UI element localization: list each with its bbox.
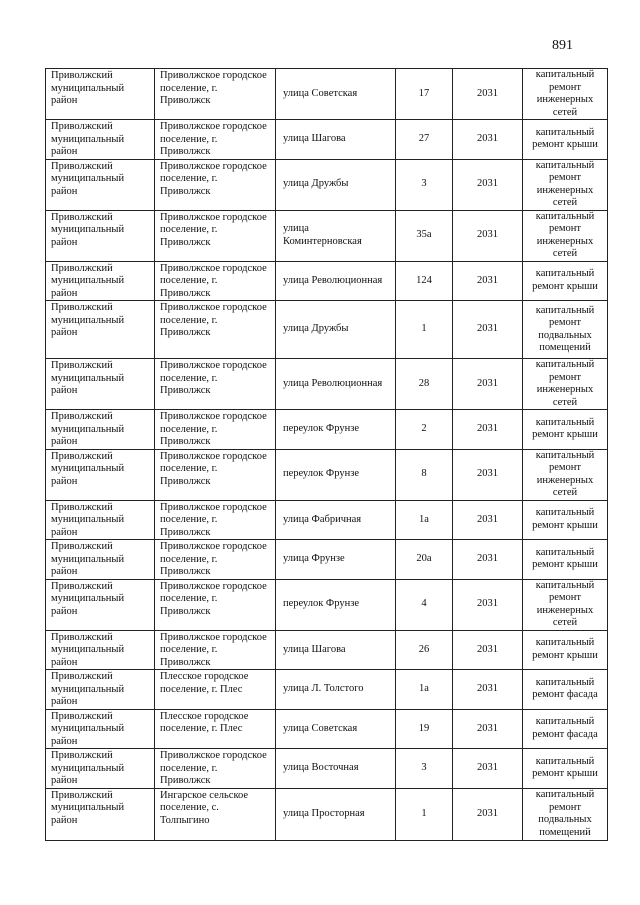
table-row [46,788,608,840]
settlement-cell: Приволжское городское поселение, г. Приволжск [155,301,276,359]
district-cell: Приволжский муниципальный район [46,69,155,120]
street-cell: переулок Фрунзе [276,449,396,500]
house-number-cell: 3 [396,749,453,789]
settlement-cell: Плесское городское поселение, г. Плес [155,670,276,710]
district-cell: Приволжский муниципальный район [46,579,155,630]
house-number-cell: 124 [396,261,453,301]
table-row [46,630,608,670]
district-cell: Приволжский муниципальный район [46,210,155,261]
table-row [46,579,608,630]
work-type-cell: капитальный ремонт крыши [523,500,608,540]
table-row [46,159,608,210]
work-type-cell: капитальный ремонт крыши [523,630,608,670]
street-cell: улица Просторная [276,788,396,840]
work-type-cell: капитальный ремонт инженерных сетей [523,359,608,410]
year-cell: 2031 [453,749,523,789]
house-number-cell: 2 [396,410,453,450]
year-cell: 2031 [453,410,523,450]
table-row [46,449,608,500]
table-row [46,749,608,789]
year-cell: 2031 [453,709,523,749]
year-cell: 2031 [453,261,523,301]
street-cell: улица Шагова [276,120,396,160]
district-cell: Приволжский муниципальный район [46,159,155,210]
settlement-cell: Приволжское городское поселение, г. Приволжск [155,69,276,120]
house-number-cell: 1а [396,500,453,540]
district-cell: Приволжский муниципальный район [46,449,155,500]
settlement-cell: Приволжское городское поселение, г. Приволжск [155,749,276,789]
settlement-cell: Приволжское городское поселение, г. Приволжск [155,410,276,450]
year-cell: 2031 [453,500,523,540]
house-number-cell: 35а [396,210,453,261]
house-number-cell: 3 [396,159,453,210]
table-row [46,709,608,749]
district-cell: Приволжский муниципальный район [46,749,155,789]
work-type-cell: капитальный ремонт инженерных сетей [523,449,608,500]
house-number-cell: 4 [396,579,453,630]
street-cell: улица Дружбы [276,159,396,210]
street-cell: улица Революционная [276,261,396,301]
work-type-cell: капитальный ремонт подвальных помещений [523,301,608,359]
house-number-cell: 1 [396,301,453,359]
house-number-cell: 28 [396,359,453,410]
street-cell: переулок Фрунзе [276,579,396,630]
year-cell: 2031 [453,579,523,630]
district-cell: Приволжский муниципальный район [46,261,155,301]
house-number-cell: 8 [396,449,453,500]
street-cell: улица Фрунзе [276,540,396,580]
table-row [46,69,608,120]
house-number-cell: 20а [396,540,453,580]
table-row [46,410,608,450]
settlement-cell: Приволжское городское поселение, г. Приволжск [155,540,276,580]
house-number-cell: 1а [396,670,453,710]
street-cell: улица Восточная [276,749,396,789]
work-type-cell: капитальный ремонт крыши [523,749,608,789]
district-cell: Приволжский муниципальный район [46,540,155,580]
district-cell: Приволжский муниципальный район [46,410,155,450]
house-number-cell: 26 [396,630,453,670]
table-row [46,540,608,580]
table-row [46,500,608,540]
house-number-cell: 1 [396,788,453,840]
house-number-cell: 27 [396,120,453,160]
street-cell: улица Шагова [276,630,396,670]
street-cell: улица Революционная [276,359,396,410]
street-cell: улица Советская [276,709,396,749]
work-type-cell: капитальный ремонт крыши [523,120,608,160]
street-cell: улица Л. Толстого [276,670,396,710]
settlement-cell: Приволжское городское поселение, г. Приволжск [155,449,276,500]
year-cell: 2031 [453,159,523,210]
work-type-cell: капитальный ремонт крыши [523,261,608,301]
work-type-cell: капитальный ремонт крыши [523,410,608,450]
street-cell: улица Советская [276,69,396,120]
settlement-cell: Плесское городское поселение, г. Плес [155,709,276,749]
district-cell: Приволжский муниципальный район [46,359,155,410]
district-cell: Приволжский муниципальный район [46,670,155,710]
settlement-cell: Приволжское городское поселение, г. Приволжск [155,210,276,261]
street-cell: переулок Фрунзе [276,410,396,450]
year-cell: 2031 [453,210,523,261]
settlement-cell: Приволжское городское поселение, г. Приволжск [155,359,276,410]
settlement-cell: Приволжское городское поселение, г. Приволжск [155,120,276,160]
page-number: 891 [552,38,573,53]
house-number-cell: 19 [396,709,453,749]
settlement-cell: Ингарское сельское поселение, с. Толпыгино [155,788,276,840]
settlement-cell: Приволжское городское поселение, г. Приволжск [155,630,276,670]
year-cell: 2031 [453,301,523,359]
work-type-cell: капитальный ремонт инженерных сетей [523,210,608,261]
year-cell: 2031 [453,359,523,410]
district-cell: Приволжский муниципальный район [46,709,155,749]
year-cell: 2031 [453,630,523,670]
table-row [46,301,608,359]
district-cell: Приволжский муниципальный район [46,500,155,540]
district-cell: Приволжский муниципальный район [46,630,155,670]
year-cell: 2031 [453,670,523,710]
year-cell: 2031 [453,69,523,120]
work-type-cell: капитальный ремонт инженерных сетей [523,69,608,120]
table-row [46,210,608,261]
housing-repair-table [45,68,608,841]
work-type-cell: капитальный ремонт подвальных помещений [523,788,608,840]
table-row [46,359,608,410]
year-cell: 2031 [453,788,523,840]
settlement-cell: Приволжское городское поселение, г. Приволжск [155,261,276,301]
settlement-cell: Приволжское городское поселение, г. Приволжск [155,500,276,540]
settlement-cell: Приволжское городское поселение, г. Приволжск [155,159,276,210]
work-type-cell: капитальный ремонт крыши [523,540,608,580]
house-number-cell: 17 [396,69,453,120]
work-type-cell: капитальный ремонт фасада [523,709,608,749]
district-cell: Приволжский муниципальный район [46,788,155,840]
settlement-cell: Приволжское городское поселение, г. Приволжск [155,579,276,630]
year-cell: 2031 [453,449,523,500]
street-cell: улица Фабричная [276,500,396,540]
work-type-cell: капитальный ремонт инженерных сетей [523,579,608,630]
district-cell: Приволжский муниципальный район [46,120,155,160]
year-cell: 2031 [453,540,523,580]
year-cell: 2031 [453,120,523,160]
table-row [46,120,608,160]
work-type-cell: капитальный ремонт фасада [523,670,608,710]
work-type-cell: капитальный ремонт инженерных сетей [523,159,608,210]
table-row [46,261,608,301]
street-cell: улица Дружбы [276,301,396,359]
district-cell: Приволжский муниципальный район [46,301,155,359]
street-cell: улица Коминтерновская [276,210,396,261]
table-row [46,670,608,710]
